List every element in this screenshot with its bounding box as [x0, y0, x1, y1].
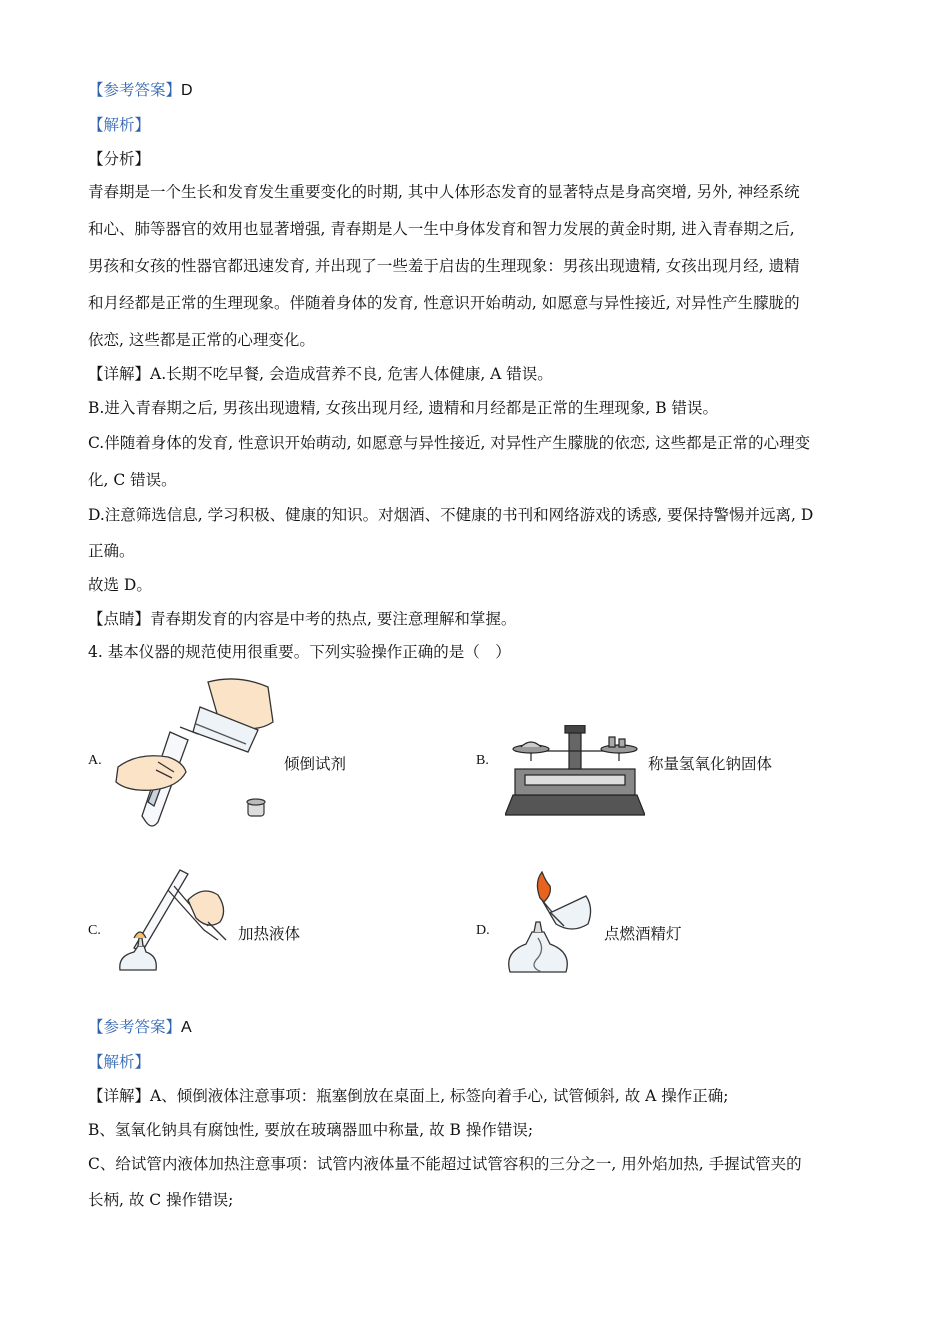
answer-value: A: [181, 1019, 192, 1036]
answer-tag: 【参考答案】: [88, 81, 182, 99]
detail-line: 故选 D。: [88, 576, 152, 594]
option-c-letter: C.: [88, 923, 101, 938]
option-d-letter: D.: [476, 923, 490, 938]
answer-value: D: [181, 82, 193, 99]
analysis-tag: 【解析】: [88, 116, 151, 134]
detail-line: C、给试管内液体加热注意事项：试管内液体量不能超过试管容积的三分之一, 用外焰加热, 手握试管夹的: [88, 1155, 802, 1173]
answer-line: [88, 80, 193, 101]
heating-illustration: [108, 860, 238, 980]
detail-line: C.伴随着身体的发育, 性意识开始萌动, 如愿意与异性接近, 对异性产生朦胧的依恋, 这些都是正常的心理变: [88, 434, 811, 452]
option-c-text: 加热液体: [238, 925, 301, 943]
detail-line: 【详解】A、倾倒液体注意事项：瓶塞倒放在桌面上, 标签向着手心, 试管倾斜, 故 A 操作正确;: [88, 1087, 729, 1105]
pouring-illustration: [108, 672, 278, 827]
fenxi-line: 和心、肺等器官的效用也显著增强, 青春期是人一生中身体发育和智力发展的黄金时期, 进入青春期之后,: [88, 220, 795, 238]
balance-illustration: [505, 725, 645, 817]
alcohol-lamp-illustration: [500, 868, 600, 978]
detail-line: 正确。: [88, 542, 135, 560]
fenxi-line: 依恋, 这些都是正常的心理变化。: [88, 331, 315, 349]
analysis-tag: 【解析】: [88, 1053, 151, 1071]
fenxi-line: 青春期是一个生长和发育发生重要变化的时期, 其中人体形态发育的显著特点是身高突增, 另外, 神经系统: [88, 183, 800, 201]
detail-line: 长柄, 故 C 操作错误;: [88, 1191, 234, 1209]
detail-line: B.进入青春期之后, 男孩出现遗精, 女孩出现月经, 遗精和月经都是正常的生理现象, B 错误。: [88, 399, 719, 417]
option-a-text: 倾倒试剂: [284, 755, 347, 773]
option-a-letter: A.: [88, 753, 102, 768]
detail-line: 【详解】A.长期不吃早餐, 会造成营养不良, 危害人体健康, A 错误。: [88, 365, 553, 383]
option-d-text: 点燃酒精灯: [604, 925, 682, 943]
fenxi-line: 和月经都是正常的生理现象。伴随着身体的发育, 性意识开始萌动, 如愿意与异性接近, 对异性产生朦胧的: [88, 294, 800, 312]
fenxi-line: 男孩和女孩的性器官都迅速发育, 并出现了一些羞于启齿的生理现象：男孩出现遗精, 女孩出现月经, 遗精: [88, 257, 800, 275]
answer-line: [88, 1017, 192, 1038]
fenxi-tag: 【分析】: [88, 150, 151, 168]
option-b-text: 称量氢氧化钠固体: [648, 755, 773, 773]
option-b-letter: B.: [476, 753, 489, 768]
answer-tag: 【参考答案】: [88, 1018, 182, 1036]
detail-line: 【点睛】青春期发育的内容是中考的热点, 要注意理解和掌握。: [88, 610, 517, 628]
detail-line: D.注意筛选信息, 学习积极、健康的知识。对烟酒、不健康的书刊和网络游戏的诱惑, 要保持警惕并远离, D: [88, 506, 814, 524]
detail-line: B、氢氧化钠具有腐蚀性, 要放在玻璃器皿中称量, 故 B 操作错误;: [88, 1121, 534, 1139]
question-stem: 4. 基本仪器的规范使用很重要。下列实验操作正确的是（ ）: [88, 643, 511, 661]
detail-line: 化, C 错误。: [88, 471, 177, 489]
